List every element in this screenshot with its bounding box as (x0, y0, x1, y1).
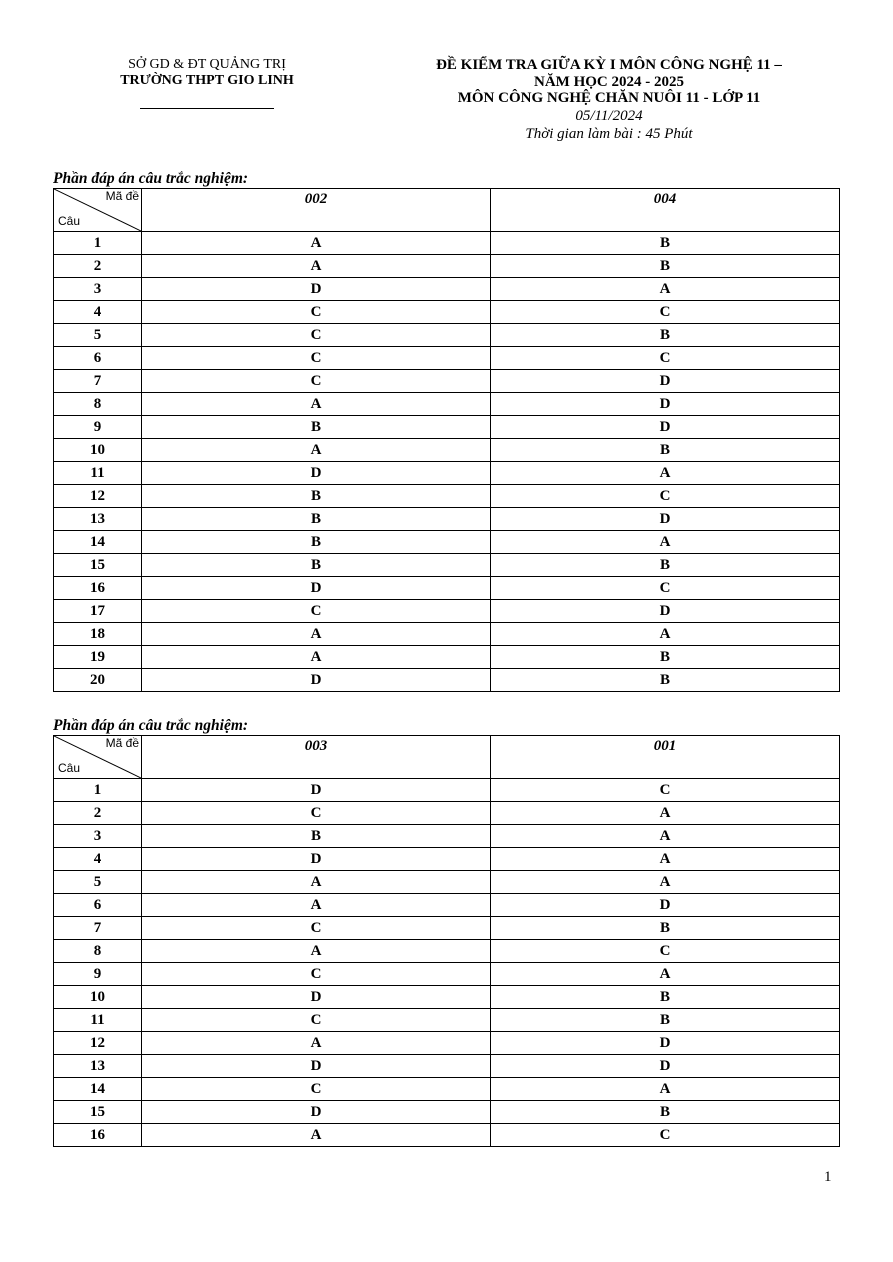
answer-cell: D (491, 894, 840, 917)
question-number: 3 (54, 825, 142, 848)
answer-cell: B (142, 554, 491, 577)
answer-cell: A (142, 646, 491, 669)
exam-code-header: 001 (491, 736, 840, 779)
table-row (54, 940, 840, 963)
table-row (54, 485, 840, 508)
table-header-row (54, 736, 840, 779)
question-number: 5 (54, 324, 142, 347)
answer-cell: B (491, 1101, 840, 1124)
answer-cell: A (142, 894, 491, 917)
exam-code-header: 004 (491, 189, 840, 232)
answer-cell: A (491, 623, 840, 646)
answer-cell: C (142, 917, 491, 940)
department-name: SỞ GD & ĐT QUẢNG TRỊ (128, 57, 286, 72)
answer-cell: C (142, 600, 491, 623)
question-number: 15 (54, 1101, 142, 1124)
answer-cell: D (491, 1032, 840, 1055)
answer-cell: B (491, 554, 840, 577)
question-number: 3 (54, 278, 142, 301)
exam-duration: Thời gian làm bài : 45 Phút (525, 126, 693, 142)
answer-cell: C (142, 301, 491, 324)
answer-cell: B (491, 439, 840, 462)
answer-cell: D (491, 508, 840, 531)
table-row (54, 871, 840, 894)
exam-date: 05/11/2024 (575, 107, 643, 124)
table-row (54, 393, 840, 416)
answer-cell: A (491, 963, 840, 986)
answer-cell: C (142, 370, 491, 393)
exam-code-header: 003 (142, 736, 491, 779)
question-number: 6 (54, 894, 142, 917)
table-row (54, 600, 840, 623)
question-number: 4 (54, 848, 142, 871)
corner-label-question: Câu (58, 214, 81, 228)
answer-cell: D (142, 278, 491, 301)
question-number: 6 (54, 347, 142, 370)
question-number: 4 (54, 301, 142, 324)
answer-cell: A (491, 848, 840, 871)
table-row (54, 1055, 840, 1078)
answer-cell: D (142, 577, 491, 600)
answer-cell: C (491, 779, 840, 802)
question-number: 8 (54, 393, 142, 416)
answer-cell: D (142, 779, 491, 802)
answer-cell: D (142, 669, 491, 692)
question-number: 16 (54, 1124, 142, 1147)
answer-cell: C (142, 324, 491, 347)
answer-cell: A (491, 278, 840, 301)
answer-cell: C (142, 347, 491, 370)
table-row (54, 370, 840, 393)
answer-cell: A (142, 1124, 491, 1147)
corner-label-code: Mã đề (105, 736, 139, 750)
question-number: 14 (54, 1078, 142, 1101)
answer-cell: B (142, 531, 491, 554)
question-number: 19 (54, 646, 142, 669)
table-row (54, 623, 840, 646)
header-divider (140, 108, 274, 109)
section-title-2: Phần đáp án câu trắc nghiệm: (53, 717, 249, 734)
table-row (54, 324, 840, 347)
answer-cell: D (142, 462, 491, 485)
answer-cell: C (491, 347, 840, 370)
table-row (54, 646, 840, 669)
table-row (54, 1101, 840, 1124)
table-row (54, 894, 840, 917)
exam-code-header: 002 (142, 189, 491, 232)
question-number: 5 (54, 871, 142, 894)
answer-cell: B (142, 416, 491, 439)
question-number: 7 (54, 917, 142, 940)
table-row (54, 963, 840, 986)
answer-cell: A (142, 871, 491, 894)
answer-table-1 (53, 188, 840, 692)
exam-title-line-2: NĂM HỌC 2024 - 2025 (534, 73, 684, 90)
table-row (54, 347, 840, 370)
header-left (88, 57, 326, 109)
header-right (386, 57, 832, 143)
section-title-1: Phần đáp án câu trắc nghiệm: (53, 170, 249, 187)
table-row (54, 1032, 840, 1055)
answer-cell: D (491, 370, 840, 393)
corner-cell (54, 736, 142, 779)
table-row (54, 508, 840, 531)
table-row (54, 531, 840, 554)
table-row (54, 462, 840, 485)
question-number: 9 (54, 416, 142, 439)
table-row (54, 848, 840, 871)
answer-cell: A (491, 1078, 840, 1101)
answer-cell: C (491, 301, 840, 324)
answer-cell: B (142, 825, 491, 848)
answer-cell: A (142, 232, 491, 255)
answer-cell: B (491, 232, 840, 255)
answer-cell: B (491, 986, 840, 1009)
answer-cell: A (491, 802, 840, 825)
table-row (54, 779, 840, 802)
table-row (54, 917, 840, 940)
answer-cell: B (491, 917, 840, 940)
answer-cell: D (491, 393, 840, 416)
question-number: 7 (54, 370, 142, 393)
answer-cell: C (491, 1124, 840, 1147)
question-number: 16 (54, 577, 142, 600)
table-row (54, 416, 840, 439)
table-row (54, 255, 840, 278)
table-row (54, 278, 840, 301)
exam-title-line-1: ĐỀ KIỂM TRA GIỮA KỲ I MÔN CÔNG NGHỆ 11 – (436, 57, 782, 73)
answer-cell: C (142, 963, 491, 986)
question-number: 12 (54, 1032, 142, 1055)
answer-cell: D (491, 416, 840, 439)
corner-cell (54, 189, 142, 232)
answer-cell: C (142, 802, 491, 825)
question-number: 2 (54, 255, 142, 278)
answer-cell: A (142, 393, 491, 416)
answer-cell: A (142, 439, 491, 462)
answer-cell: D (491, 600, 840, 623)
question-number: 13 (54, 508, 142, 531)
answer-cell: A (142, 940, 491, 963)
question-number: 20 (54, 669, 142, 692)
answer-cell: C (491, 577, 840, 600)
answer-cell: B (491, 1009, 840, 1032)
question-number: 17 (54, 600, 142, 623)
answer-cell: B (491, 669, 840, 692)
answer-cell: B (491, 324, 840, 347)
answer-cell: C (491, 940, 840, 963)
question-number: 15 (54, 554, 142, 577)
table-row (54, 232, 840, 255)
answer-cell: B (142, 485, 491, 508)
answer-cell: A (491, 825, 840, 848)
answer-cell: D (142, 1101, 491, 1124)
school-name: TRƯỜNG THPT GIO LINH (120, 73, 294, 88)
question-number: 14 (54, 531, 142, 554)
answer-cell: A (491, 531, 840, 554)
answer-cell: D (142, 848, 491, 871)
answer-cell: A (142, 255, 491, 278)
table-row (54, 1078, 840, 1101)
answer-cell: A (142, 1032, 491, 1055)
answer-cell: A (142, 623, 491, 646)
table-row (54, 825, 840, 848)
answer-table-2 (53, 735, 840, 1147)
question-number: 12 (54, 485, 142, 508)
answer-cell: D (491, 1055, 840, 1078)
answer-cell: C (142, 1009, 491, 1032)
answer-cell: C (142, 1078, 491, 1101)
question-number: 8 (54, 940, 142, 963)
page-number: 1 (824, 1169, 832, 1185)
question-number: 1 (54, 232, 142, 255)
answer-cell: D (142, 986, 491, 1009)
table-row (54, 1124, 840, 1147)
table-row (54, 439, 840, 462)
question-number: 10 (54, 439, 142, 462)
table-row (54, 986, 840, 1009)
answer-cell: D (142, 1055, 491, 1078)
question-number: 11 (54, 462, 142, 485)
question-number: 1 (54, 779, 142, 802)
question-number: 18 (54, 623, 142, 646)
question-number: 13 (54, 1055, 142, 1078)
exam-title-line-3: MÔN CÔNG NGHỆ CHĂN NUÔI 11 - LỚP 11 (457, 90, 761, 106)
question-number: 2 (54, 802, 142, 825)
table-row (54, 301, 840, 324)
table-row (54, 1009, 840, 1032)
table-row (54, 577, 840, 600)
answer-cell: B (491, 255, 840, 278)
corner-label-code: Mã đề (105, 189, 139, 203)
table-row (54, 802, 840, 825)
question-number: 9 (54, 963, 142, 986)
answer-cell: A (491, 462, 840, 485)
corner-label-question: Câu (58, 761, 81, 775)
answer-cell: B (142, 508, 491, 531)
answer-cell: B (491, 646, 840, 669)
answer-cell: C (491, 485, 840, 508)
table-row (54, 554, 840, 577)
table-row (54, 669, 840, 692)
question-number: 11 (54, 1009, 142, 1032)
question-number: 10 (54, 986, 142, 1009)
answer-cell: A (491, 871, 840, 894)
table-header-row (54, 189, 840, 232)
